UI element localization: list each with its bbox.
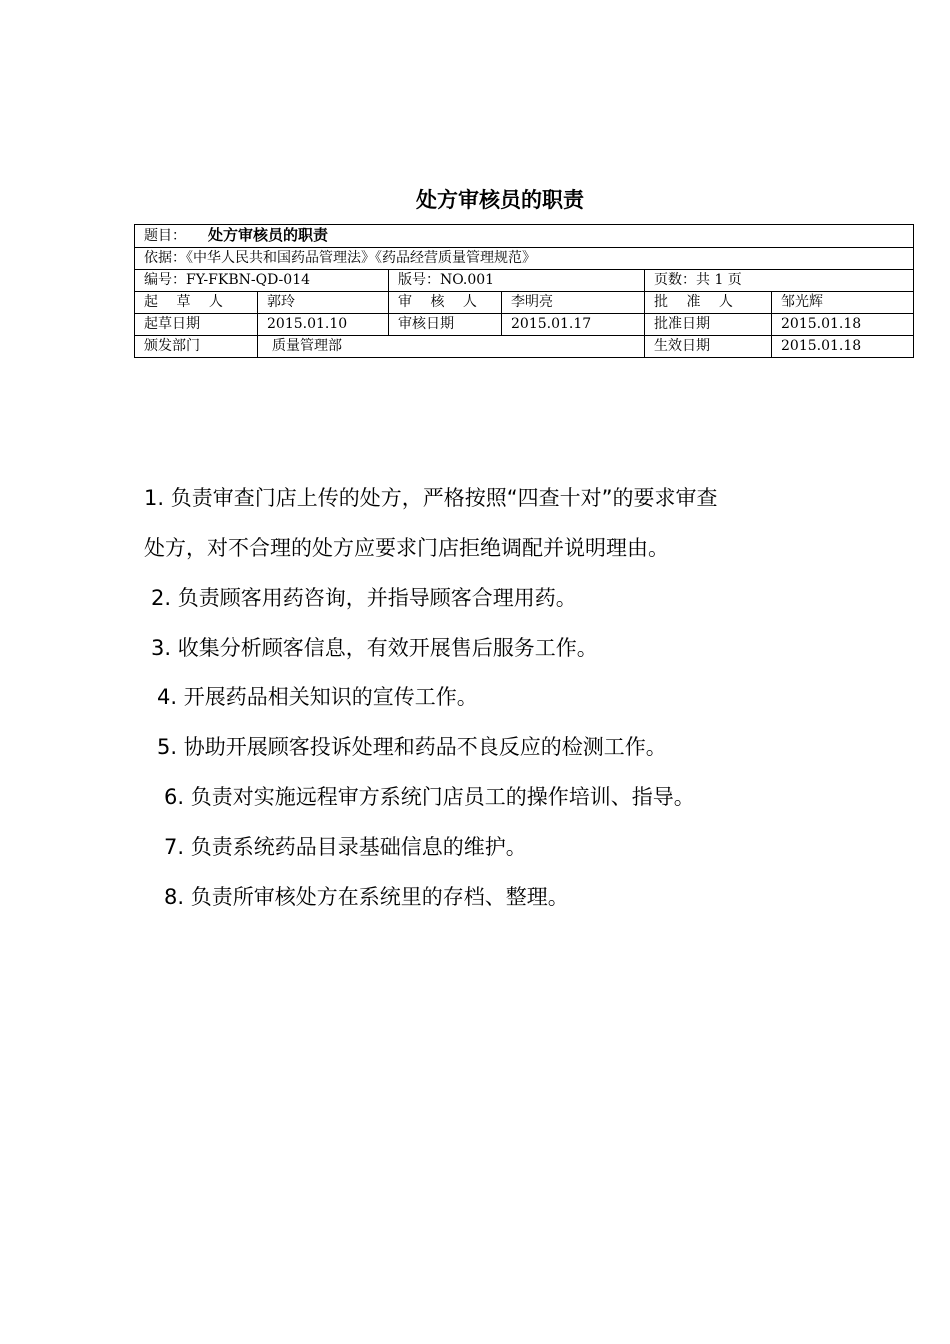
- subject-label: 题目：: [144, 228, 186, 244]
- document-title: 处方审核员的职责: [416, 188, 584, 212]
- review-date-label: 审核日期: [389, 314, 502, 336]
- draft-date-label: 起草日期: [135, 314, 258, 336]
- draft-date: 2015.01.10: [258, 314, 389, 336]
- document-info-table: [134, 224, 914, 358]
- review-date: 2015.01.17: [502, 314, 645, 336]
- approver-name: 邹光辉: [772, 292, 914, 314]
- approve-date-label: 批准日期: [645, 314, 772, 336]
- list-item: 8. 负责所审核处方在系统里的存档、整理。: [164, 885, 569, 909]
- effective-date-label: 生效日期: [645, 336, 772, 358]
- list-item: 5. 协助开展顾客投诉处理和药品不良反应的检测工作。: [157, 735, 667, 759]
- list-item: 6. 负责对实施远程审方系统门店员工的操作培训、指导。: [164, 785, 695, 809]
- document-number: 编号：FY-FKBN-QD-014: [135, 270, 389, 292]
- list-item: 1. 负责审查门店上传的处方，严格按照“四查十对”的要求审查: [144, 486, 718, 510]
- reviewer-name: 李明亮: [502, 292, 645, 314]
- drafter-name: 郭玲: [258, 292, 389, 314]
- department-label: 颁发部门: [135, 336, 258, 358]
- page-count: 页数：共 1 页: [645, 270, 914, 292]
- basis-cell: 依据：《中华人民共和国药品管理法》《药品经营质量管理规范》: [135, 248, 914, 270]
- table-row: [135, 270, 914, 292]
- table-row: [135, 248, 914, 270]
- table-row: [135, 225, 914, 248]
- reviewer-label: 审 核 人: [389, 292, 502, 314]
- drafter-label: 起 草 人: [135, 292, 258, 314]
- subject-value: 处方审核员的职责: [208, 226, 329, 244]
- list-item: 7. 负责系统药品目录基础信息的维护。: [164, 835, 527, 859]
- subject-cell: [135, 225, 914, 248]
- list-item: 处方，对不合理的处方应要求门店拒绝调配并说明理由。: [144, 536, 669, 560]
- approver-label: 批 准 人: [645, 292, 772, 314]
- effective-date: 2015.01.18: [772, 336, 914, 358]
- department-name: 质量管理部: [258, 336, 645, 358]
- list-item: 2. 负责顾客用药咨询，并指导顾客合理用药。: [151, 586, 577, 610]
- list-item: 4. 开展药品相关知识的宣传工作。: [157, 685, 478, 709]
- table-row: [135, 314, 914, 336]
- approve-date: 2015.01.18: [772, 314, 914, 336]
- version-number: 版号：NO.001: [389, 270, 645, 292]
- table-row: [135, 336, 914, 358]
- list-item: 3. 收集分析顾客信息，有效开展售后服务工作。: [151, 636, 598, 660]
- table-row: [135, 292, 914, 314]
